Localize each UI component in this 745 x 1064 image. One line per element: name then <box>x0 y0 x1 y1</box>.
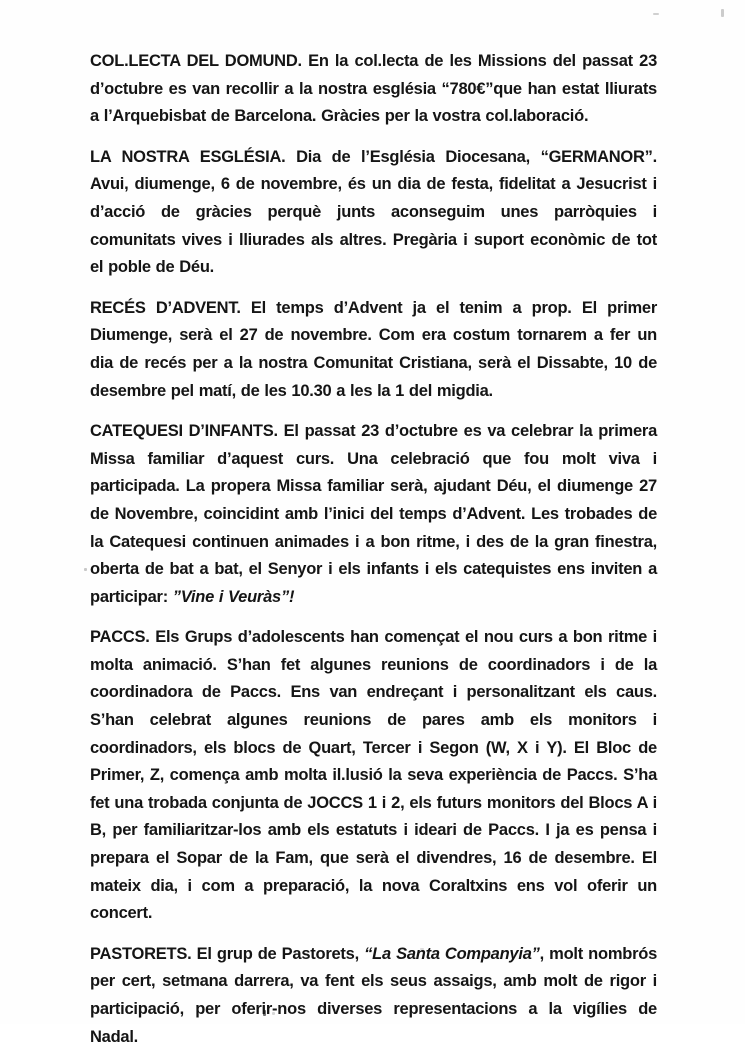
scan-artifact <box>84 568 87 571</box>
paragraph-la-nostra-esglesia <box>90 144 657 282</box>
text-run: , molt nombrós per cert, setmana darrera, va fent els seus assaigs, amb molt de rigor i participació, per oferir-nos diverses representacions a la vigílies de Nadal. <box>90 944 657 1046</box>
italic-text-run: “La Santa Companyia” <box>364 944 540 963</box>
paragraph-collecta-del-domund <box>90 48 657 131</box>
paragraph-catequesi-d-infants <box>90 418 657 611</box>
text-run: PASTORETS. El grup de Pastorets, <box>90 944 365 963</box>
document-body <box>90 48 657 1064</box>
text-run: CATEQUESI D’INFANTS. El passat 23 d’octubre es va celebrar la primera Missa familiar d’aquest curs. Una celebració que fou molt viva i participada. La propera Missa familiar serà, ajudant Déu, el diumenge 27 de Novembre, coincidint amb l’inici del temps d’Advent. Les trobades de la Catequesi continuen animades i a bon ritme, i des de la gran finestra, oberta de bat a bat, el Senyor i els infants i els catequistes ens inviten a participar: <box>90 422 657 606</box>
paragraph-paccs <box>90 624 657 928</box>
text-run: RECÉS D’ADVENT. El temps d’Advent ja el tenim a prop. El primer Diumenge, serà el 27 de novembre. Com era costum tornarem a fer un dia de recés per a la nostra Comunitat Cristiana, serà el Dissabte, 10 de desembre pel matí, de les 10.30 a les la 1 del migdia. <box>90 298 657 400</box>
text-run: PACCS. Els Grups d’adolescents han començat el nou curs a bon ritme i molta animació. S’han fet algunes reunions de coordinadors i de la coordinadora de Paccs. Ens van endreçant i personalitzant els caus. S’han celebrat algunes reunions de pares amb els monitors i coordinadors, els blocs de Quart, Tercer i Segon (W, X i Y). El Bloc de Primer, Z, comença amb molta il.lusió la seva experiència de Paccs. S’ha fet una trobada conjunta de JOCCS 1 i 2, els futurs monitors del Blocs A i B, per familiaritzar-los amb els estatuts i ideari de Paccs. I ja es pensa i prepara el Sopar de la Fam, que serà el divendres, 16 de desembre. El mateix dia, i com a preparació, la nova Coraltxins ens vol oferir un concert. <box>90 628 657 923</box>
paragraph-reces-d-advent <box>90 295 657 405</box>
text-run: LA NOSTRA ESGLÉSIA. Dia de l’Església Diocesana, “GERMANOR”. Avui, diumenge, 6 de novembre, és un dia de festa, fidelitat a Jesucrist i d’acció de gràcies perquè junts aconseguim unes parròquies i comunitats vives i lliurades als altres. Pregària i suport econòmic de tot el poble de Déu. <box>90 147 657 277</box>
paragraph-pastorets <box>90 941 657 1051</box>
text-run: COL.LECTA DEL DOMUND. En la col.lecta de les Missions del passat 23 d’octubre es van recollir a la nostra església “780€”que han estat lliurats a l’Arquebisbat de Barcelona. Gràcies per la vostra col.laboració. <box>90 52 657 126</box>
italic-text-run: ”Vine i Veuràs”! <box>172 587 295 606</box>
scan-artifact <box>653 13 659 15</box>
scan-artifact <box>721 9 724 17</box>
